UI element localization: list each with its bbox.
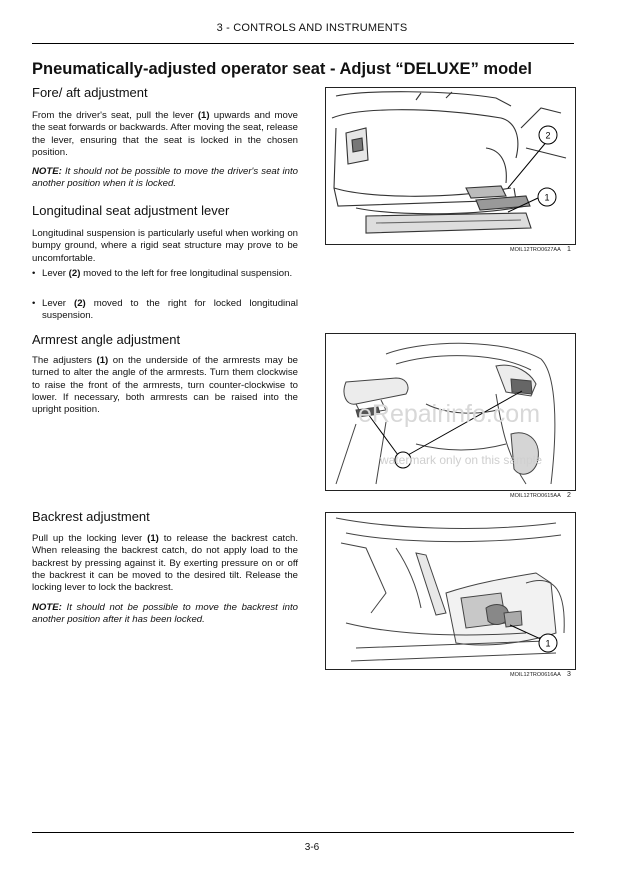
figure-seat-lever <box>325 87 576 245</box>
page-number: 3-6 <box>304 842 320 853</box>
callout-1: 1 <box>544 192 550 203</box>
note-label: NOTE: <box>32 602 62 613</box>
heading-longitudinal: Longitudinal seat adjustment lever <box>32 203 230 218</box>
figure-code: MOIL12TRO0615AA <box>510 493 561 499</box>
watermark-site: eRepairinfo.com <box>358 400 541 428</box>
backrest-paragraph: Pull up the locking lever (1) to release the backrest catch. When releasing the backrest catch, do not apply load to the backrest by pressing against it. By exerting pressure on or off the backrest it can be moved to the desired tilt. Release the locking lever to lock the backrest. <box>32 533 298 594</box>
figure-number: 3 <box>567 671 571 678</box>
figure-code: MOIL12TRO0616AA <box>510 672 561 678</box>
heading-backrest: Backrest adjustment <box>32 509 150 524</box>
figure-number: 2 <box>567 492 571 499</box>
chapter-header: 3 - CONTROLS AND INSTRUMENTS <box>216 22 408 34</box>
longitudinal-paragraph: Longitudinal suspension is particularly useful when working on bumpy ground, where a rigid seat structure may prove to be uncomfortable. <box>32 228 298 264</box>
watermark-notice: watermark only on this sample <box>380 453 543 467</box>
heading-fore-aft: Fore/ aft adjustment <box>32 85 148 100</box>
heading-armrest: Armrest angle adjustment <box>32 332 181 347</box>
figure-code: MOIL12TRO0627AA <box>510 247 561 253</box>
figure-backrest <box>325 512 576 670</box>
seat-lever-illustration <box>326 88 575 244</box>
fore-aft-paragraph: From the driver's seat, pull the lever (1) upwards and move the seat forwards or backwards. After moving the seat, release the lever, ensuring that the seat is locked in the chosen position. <box>32 110 299 158</box>
backrest-note: NOTE: It should not be possible to move the backrest into another position after it has been locked. <box>32 602 298 626</box>
callout-2: 2 <box>545 130 551 141</box>
armrest-paragraph: The adjusters (1) on the underside of the armrests may be turned to alter the angle of the armrests. Turn them clockwise to raise the front of the armrests, turn counter-clockwise to lower. If necessary, both armrests can be raised into the upright position. <box>32 355 298 416</box>
backrest-illustration <box>326 513 575 669</box>
page-title: Pneumatically-adjusted operator seat - Adjust “DELUXE” model <box>32 60 532 78</box>
note-label: NOTE: <box>32 166 62 177</box>
fore-aft-note: NOTE: It should not be possible to move the driver's seat into another position when it is locked. <box>32 166 298 190</box>
header-rule <box>32 43 574 44</box>
ref-1: (1) <box>197 110 210 121</box>
bullet-free-suspension: • Lever (2) moved to the left for free longitudinal suspension. <box>32 268 293 279</box>
bullet-locked-suspension: • Lever (2) moved to the right for locked longitudinal suspension. <box>32 298 298 322</box>
figure-number: 1 <box>567 246 571 253</box>
callout-1: 1 <box>545 638 551 649</box>
footer-rule <box>32 832 574 833</box>
